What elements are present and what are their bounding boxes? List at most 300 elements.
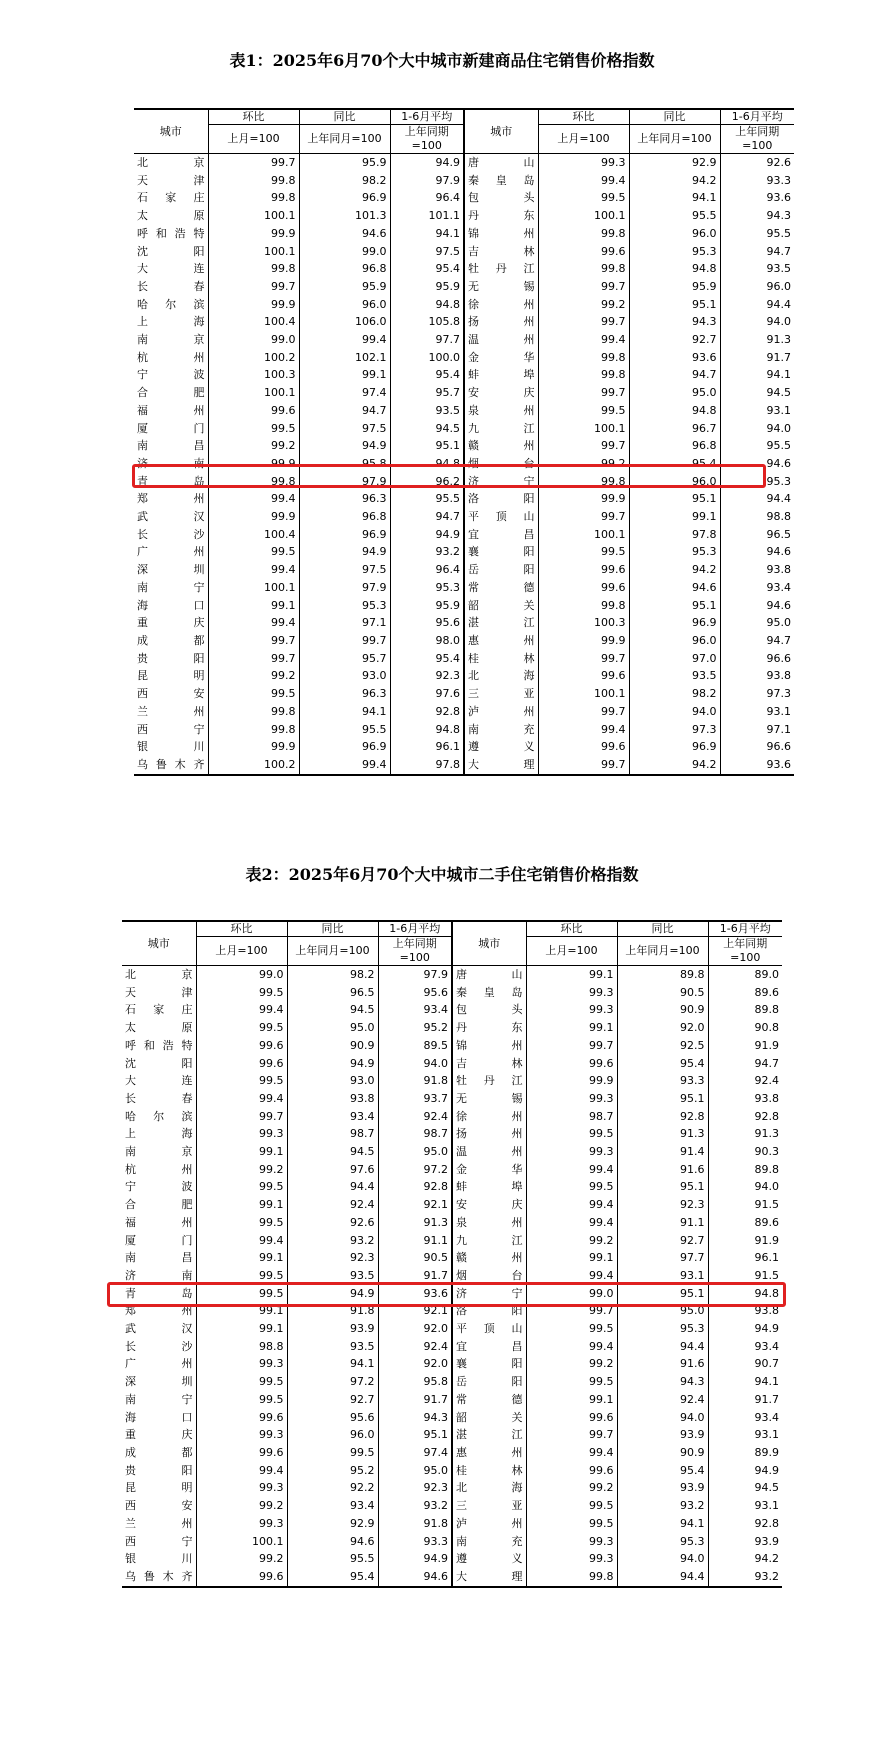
yoy-value: 94.6 <box>287 1533 378 1551</box>
city-name: 青 岛 <box>137 474 205 488</box>
mom-value: 99.7 <box>538 508 629 526</box>
table-row <box>122 1001 782 1019</box>
avg-value: 95.5 <box>720 225 794 243</box>
yoy-value: 93.4 <box>287 1108 378 1126</box>
mom-value: 98.8 <box>196 1338 287 1356</box>
mom-value: 99.6 <box>196 1409 287 1427</box>
mom-value: 100.4 <box>208 526 299 544</box>
avg-value: 93.2 <box>390 543 464 561</box>
avg-value: 94.0 <box>378 1055 452 1073</box>
city-name: 安 庆 <box>452 1196 526 1214</box>
table-row <box>122 1479 782 1497</box>
city-name: 烟 台 <box>452 1267 526 1285</box>
mom-value: 99.9 <box>208 508 299 526</box>
avg-value: 95.5 <box>390 490 464 508</box>
mom-value: 99.4 <box>538 721 629 739</box>
city-name: 徐 州 <box>464 296 538 314</box>
avg-value: 94.7 <box>720 243 794 261</box>
city-name: 蚌 埠 <box>464 366 538 384</box>
city-name: 南 宁 <box>125 1392 193 1406</box>
table-row <box>134 296 794 314</box>
mom-value: 99.8 <box>208 189 299 207</box>
avg-value: 90.5 <box>378 1249 452 1267</box>
avg-value: 89.6 <box>708 1214 782 1232</box>
city-name: 唐 山 <box>464 154 538 172</box>
mom-value: 100.2 <box>208 349 299 367</box>
mom-value: 99.0 <box>208 331 299 349</box>
avg-value: 91.5 <box>708 1196 782 1214</box>
avg-value: 93.5 <box>720 260 794 278</box>
mom-value: 99.1 <box>196 1196 287 1214</box>
avg-value: 90.3 <box>708 1143 782 1161</box>
mom-value: 99.7 <box>526 1302 617 1320</box>
yoy-value: 89.8 <box>617 966 708 984</box>
city-name: 深 圳 <box>137 563 205 577</box>
mom-value: 99.2 <box>196 1161 287 1179</box>
yoy-value: 99.7 <box>299 632 390 650</box>
table-row <box>122 1550 782 1568</box>
table-row <box>122 1462 782 1480</box>
table-row <box>134 260 794 278</box>
avg-value: 94.9 <box>708 1320 782 1338</box>
mom-value: 100.1 <box>538 526 629 544</box>
city-name: 牡丹江 <box>452 1072 526 1090</box>
city-name: 合 肥 <box>137 386 205 400</box>
mom-value: 99.2 <box>538 455 629 473</box>
avg-value: 92.8 <box>390 703 464 721</box>
table-row <box>122 1090 782 1108</box>
table-row <box>122 1409 782 1427</box>
table1 <box>134 108 794 776</box>
table-row <box>134 756 794 775</box>
avg-value: 93.4 <box>708 1338 782 1356</box>
yoy-value: 94.2 <box>629 756 720 775</box>
avg-value: 93.3 <box>720 172 794 190</box>
city-name: 丹 东 <box>464 207 538 225</box>
avg-value: 93.8 <box>720 561 794 579</box>
mom-value: 99.2 <box>526 1355 617 1373</box>
yoy-value: 93.2 <box>617 1497 708 1515</box>
city-name: 宁 波 <box>125 1180 193 1194</box>
avg-value: 91.8 <box>378 1515 452 1533</box>
yoy-value: 94.1 <box>287 1355 378 1373</box>
yoy-value: 99.4 <box>299 756 390 775</box>
city-name: 成 都 <box>137 633 205 647</box>
yoy-value: 93.8 <box>287 1090 378 1108</box>
table-row <box>134 703 794 721</box>
avg-value: 93.4 <box>378 1001 452 1019</box>
table-row <box>122 1108 782 1126</box>
mom-value: 99.8 <box>538 225 629 243</box>
city-name: 吉 林 <box>464 243 538 261</box>
city-name: 赣 州 <box>452 1249 526 1267</box>
avg-value: 91.3 <box>720 331 794 349</box>
city-name: 北 京 <box>125 968 193 981</box>
mom-value: 99.7 <box>538 313 629 331</box>
table-row <box>134 331 794 349</box>
table-row <box>122 1373 782 1391</box>
yoy-value: 94.4 <box>287 1178 378 1196</box>
header-yoy-base: 上年同月=100 <box>287 937 378 966</box>
mom-value: 99.7 <box>538 278 629 296</box>
yoy-value: 93.9 <box>617 1426 708 1444</box>
mom-value: 99.4 <box>208 561 299 579</box>
mom-value: 99.4 <box>208 490 299 508</box>
city-name: 沈 阳 <box>125 1056 193 1070</box>
avg-value: 96.5 <box>720 526 794 544</box>
mom-value: 99.5 <box>208 420 299 438</box>
mom-value: 100.1 <box>196 1533 287 1551</box>
table-row <box>122 1019 782 1037</box>
avg-value: 95.0 <box>378 1462 452 1480</box>
yoy-value: 96.9 <box>299 189 390 207</box>
city-name: 平顶山 <box>452 1320 526 1338</box>
mom-value: 99.3 <box>196 1426 287 1444</box>
yoy-value: 97.4 <box>299 384 390 402</box>
avg-value: 92.0 <box>378 1355 452 1373</box>
yoy-value: 93.5 <box>287 1338 378 1356</box>
yoy-value: 95.3 <box>299 597 390 615</box>
mom-value: 99.5 <box>538 189 629 207</box>
yoy-value: 101.3 <box>299 207 390 225</box>
yoy-value: 94.0 <box>617 1409 708 1427</box>
city-name: 大 连 <box>137 262 205 276</box>
city-name: 长 沙 <box>137 527 205 541</box>
avg-value: 97.8 <box>390 756 464 775</box>
mom-value: 99.2 <box>196 1550 287 1568</box>
mom-value: 99.5 <box>526 1515 617 1533</box>
avg-value: 94.0 <box>708 1178 782 1196</box>
yoy-value: 91.8 <box>287 1302 378 1320</box>
avg-value: 94.6 <box>720 543 794 561</box>
yoy-value: 92.8 <box>617 1108 708 1126</box>
yoy-value: 94.6 <box>299 225 390 243</box>
yoy-value: 96.8 <box>299 508 390 526</box>
yoy-value: 94.3 <box>617 1373 708 1391</box>
avg-value: 93.9 <box>708 1533 782 1551</box>
header-yoy: 同比 <box>299 109 390 125</box>
yoy-value: 97.5 <box>299 420 390 438</box>
yoy-value: 95.0 <box>617 1302 708 1320</box>
mom-value: 99.5 <box>196 984 287 1002</box>
avg-value: 89.8 <box>708 1001 782 1019</box>
city-name: 宁 波 <box>137 368 205 382</box>
table-row <box>134 366 794 384</box>
city-name: 厦 门 <box>125 1233 193 1247</box>
mom-value: 100.1 <box>538 685 629 703</box>
city-name: 洛 阳 <box>452 1302 526 1320</box>
avg-value: 93.6 <box>720 756 794 775</box>
city-name: 杭 州 <box>137 350 205 364</box>
city-name: 湛 江 <box>464 614 538 632</box>
yoy-value: 91.3 <box>617 1125 708 1143</box>
table-row <box>122 1355 782 1373</box>
yoy-value: 94.5 <box>287 1001 378 1019</box>
mom-value: 99.4 <box>208 614 299 632</box>
yoy-value: 94.0 <box>629 703 720 721</box>
city-name: 三 亚 <box>464 685 538 703</box>
yoy-value: 96.9 <box>299 526 390 544</box>
avg-value: 95.4 <box>390 366 464 384</box>
city-name: 深 圳 <box>125 1375 193 1389</box>
header-mom-base: 上月=100 <box>526 937 617 966</box>
header-avg: 1-6月平均 <box>720 109 794 125</box>
avg-value: 95.7 <box>390 384 464 402</box>
avg-value: 97.7 <box>390 331 464 349</box>
city-name: 重 庆 <box>137 616 205 630</box>
yoy-value: 95.1 <box>617 1178 708 1196</box>
avg-value: 93.3 <box>378 1533 452 1551</box>
mom-value: 99.5 <box>526 1178 617 1196</box>
city-name: 南 充 <box>452 1533 526 1551</box>
mom-value: 99.6 <box>538 667 629 685</box>
mom-value: 99.5 <box>526 1320 617 1338</box>
table-row <box>122 1426 782 1444</box>
avg-value: 92.8 <box>708 1515 782 1533</box>
avg-value: 92.3 <box>378 1479 452 1497</box>
mom-value: 99.1 <box>526 1391 617 1409</box>
avg-value: 90.8 <box>708 1019 782 1037</box>
avg-value: 100.0 <box>390 349 464 367</box>
yoy-value: 92.6 <box>287 1214 378 1232</box>
city-name: 福 州 <box>125 1215 193 1229</box>
avg-value: 95.4 <box>390 650 464 668</box>
avg-value: 93.1 <box>720 402 794 420</box>
yoy-value: 93.2 <box>287 1232 378 1250</box>
mom-value: 99.0 <box>196 966 287 984</box>
yoy-value: 106.0 <box>299 313 390 331</box>
table-row <box>134 172 794 190</box>
table-row <box>134 384 794 402</box>
city-name: 烟 台 <box>464 455 538 473</box>
avg-value: 95.3 <box>720 473 794 491</box>
city-name: 石家庄 <box>125 1003 193 1017</box>
city-name: 蚌 埠 <box>452 1178 526 1196</box>
city-name: 扬 州 <box>452 1125 526 1143</box>
city-name: 成 都 <box>125 1445 193 1459</box>
header-city: 城市 <box>452 921 526 966</box>
yoy-value: 94.9 <box>299 543 390 561</box>
city-name: 长 春 <box>137 279 205 293</box>
yoy-value: 90.9 <box>617 1444 708 1462</box>
avg-value: 93.2 <box>378 1497 452 1515</box>
table-row <box>122 1125 782 1143</box>
yoy-value: 95.1 <box>629 490 720 508</box>
avg-value: 94.9 <box>390 154 464 172</box>
table-row <box>122 1533 782 1551</box>
mom-value: 99.2 <box>208 667 299 685</box>
table-row <box>122 984 782 1002</box>
avg-value: 91.3 <box>378 1214 452 1232</box>
yoy-value: 99.1 <box>629 508 720 526</box>
mom-value: 99.5 <box>196 1373 287 1391</box>
yoy-value: 92.3 <box>617 1196 708 1214</box>
city-name: 海 口 <box>137 598 205 612</box>
mom-value: 99.8 <box>208 260 299 278</box>
yoy-value: 93.0 <box>287 1072 378 1090</box>
header-avg: 1-6月平均 <box>378 921 452 937</box>
table-row <box>134 243 794 261</box>
city-name: 温 州 <box>464 331 538 349</box>
yoy-value: 92.5 <box>617 1037 708 1055</box>
city-name: 大 理 <box>452 1568 526 1587</box>
mom-value: 99.7 <box>538 384 629 402</box>
avg-value: 94.7 <box>720 632 794 650</box>
mom-value: 100.1 <box>208 243 299 261</box>
header-mom-base: 上月=100 <box>538 125 629 154</box>
mom-value: 99.4 <box>196 1090 287 1108</box>
yoy-value: 95.1 <box>629 597 720 615</box>
table-row <box>122 966 782 984</box>
table-row <box>134 526 794 544</box>
yoy-value: 94.1 <box>617 1515 708 1533</box>
header-yoy-base: 上年同月=100 <box>617 937 708 966</box>
avg-value: 94.8 <box>390 455 464 473</box>
city-name: 北 海 <box>464 667 538 685</box>
yoy-value: 92.7 <box>629 331 720 349</box>
yoy-value: 95.4 <box>617 1055 708 1073</box>
city-name: 韶 关 <box>464 597 538 615</box>
yoy-value: 91.4 <box>617 1143 708 1161</box>
mom-value: 100.1 <box>208 384 299 402</box>
city-name: 太 原 <box>137 209 205 223</box>
mom-value: 99.6 <box>526 1409 617 1427</box>
yoy-value: 98.2 <box>299 172 390 190</box>
mom-value: 99.7 <box>208 632 299 650</box>
city-name: 泸 州 <box>452 1515 526 1533</box>
avg-value: 98.7 <box>378 1125 452 1143</box>
city-name: 长 春 <box>125 1091 193 1105</box>
avg-value: 94.5 <box>720 384 794 402</box>
mom-value: 99.3 <box>526 1090 617 1108</box>
yoy-value: 96.3 <box>299 685 390 703</box>
yoy-value: 94.8 <box>629 260 720 278</box>
avg-value: 92.8 <box>378 1178 452 1196</box>
yoy-value: 92.7 <box>617 1232 708 1250</box>
header-avg-base: 上年同期=100 <box>708 937 782 966</box>
city-name: 西 宁 <box>137 722 205 736</box>
avg-value: 91.9 <box>708 1037 782 1055</box>
table1-title: 表1：2025年6月70个大中城市新建商品住宅销售价格指数 <box>229 51 655 70</box>
table-row <box>122 1568 782 1587</box>
avg-value: 92.8 <box>708 1108 782 1126</box>
avg-value: 95.5 <box>720 437 794 455</box>
avg-value: 97.3 <box>720 685 794 703</box>
avg-value: 98.0 <box>390 632 464 650</box>
city-name: 南 京 <box>137 333 205 347</box>
table-row <box>134 313 794 331</box>
avg-value: 93.5 <box>390 402 464 420</box>
yoy-value: 93.1 <box>617 1267 708 1285</box>
city-name: 九 江 <box>452 1232 526 1250</box>
yoy-value: 99.1 <box>299 366 390 384</box>
avg-value: 92.1 <box>378 1302 452 1320</box>
city-name: 厦 门 <box>137 421 205 435</box>
mom-value: 99.8 <box>208 172 299 190</box>
table-row <box>122 1338 782 1356</box>
mom-value: 99.8 <box>538 597 629 615</box>
table-row <box>122 1515 782 1533</box>
mom-value: 99.4 <box>526 1338 617 1356</box>
mom-value: 99.2 <box>208 437 299 455</box>
yoy-value: 94.2 <box>629 172 720 190</box>
city-name: 石家庄 <box>137 191 205 205</box>
yoy-value: 96.0 <box>629 632 720 650</box>
avg-value: 94.9 <box>390 526 464 544</box>
mom-value: 99.5 <box>526 1373 617 1391</box>
city-name: 包 头 <box>464 189 538 207</box>
table-row <box>134 207 794 225</box>
yoy-value: 94.4 <box>617 1568 708 1587</box>
yoy-value: 90.9 <box>287 1037 378 1055</box>
city-name: 郑 州 <box>125 1304 193 1318</box>
table-row <box>134 437 794 455</box>
city-name: 大 理 <box>464 756 538 775</box>
mom-value: 99.1 <box>196 1143 287 1161</box>
city-name: 泉 州 <box>464 402 538 420</box>
mom-value: 99.4 <box>526 1196 617 1214</box>
mom-value: 99.1 <box>526 966 617 984</box>
avg-value: 92.4 <box>378 1338 452 1356</box>
header-yoy: 同比 <box>617 921 708 937</box>
yoy-value: 95.9 <box>629 278 720 296</box>
mom-value: 99.9 <box>208 738 299 756</box>
city-name: 太 原 <box>125 1021 193 1035</box>
city-name: 西 安 <box>125 1499 193 1513</box>
city-name: 南 宁 <box>137 580 205 594</box>
avg-value: 98.8 <box>720 508 794 526</box>
yoy-value: 93.3 <box>617 1072 708 1090</box>
city-name: 郑 州 <box>137 492 205 506</box>
header-yoy: 同比 <box>629 109 720 125</box>
city-name: 北 京 <box>137 156 205 169</box>
yoy-value: 96.3 <box>299 490 390 508</box>
mom-value: 99.5 <box>538 543 629 561</box>
yoy-value: 97.7 <box>617 1249 708 1267</box>
table-row <box>134 225 794 243</box>
yoy-value: 99.4 <box>299 331 390 349</box>
avg-value: 95.4 <box>390 260 464 278</box>
yoy-value: 92.2 <box>287 1479 378 1497</box>
avg-value: 93.1 <box>708 1426 782 1444</box>
mom-value: 99.3 <box>196 1125 287 1143</box>
mom-value: 99.4 <box>526 1161 617 1179</box>
city-name: 徐 州 <box>452 1108 526 1126</box>
mom-value: 99.5 <box>526 1497 617 1515</box>
yoy-value: 99.5 <box>287 1444 378 1462</box>
avg-value: 89.9 <box>708 1444 782 1462</box>
city-name: 韶 关 <box>452 1409 526 1427</box>
yoy-value: 91.6 <box>617 1355 708 1373</box>
yoy-value: 93.9 <box>617 1479 708 1497</box>
mom-value: 99.3 <box>526 1001 617 1019</box>
city-name: 唐 山 <box>452 966 526 984</box>
table2 <box>122 920 782 1588</box>
avg-value: 97.9 <box>390 172 464 190</box>
mom-value: 99.6 <box>196 1444 287 1462</box>
mom-value: 99.8 <box>208 703 299 721</box>
mom-value: 99.8 <box>208 473 299 491</box>
city-name: 金 华 <box>452 1161 526 1179</box>
yoy-value: 95.4 <box>629 455 720 473</box>
yoy-value: 94.9 <box>287 1055 378 1073</box>
mom-value: 99.8 <box>208 721 299 739</box>
table2-header <box>122 921 782 966</box>
city-name: 襄 阳 <box>452 1355 526 1373</box>
mom-value: 100.2 <box>208 756 299 775</box>
avg-value: 92.3 <box>390 667 464 685</box>
yoy-value: 94.3 <box>629 313 720 331</box>
